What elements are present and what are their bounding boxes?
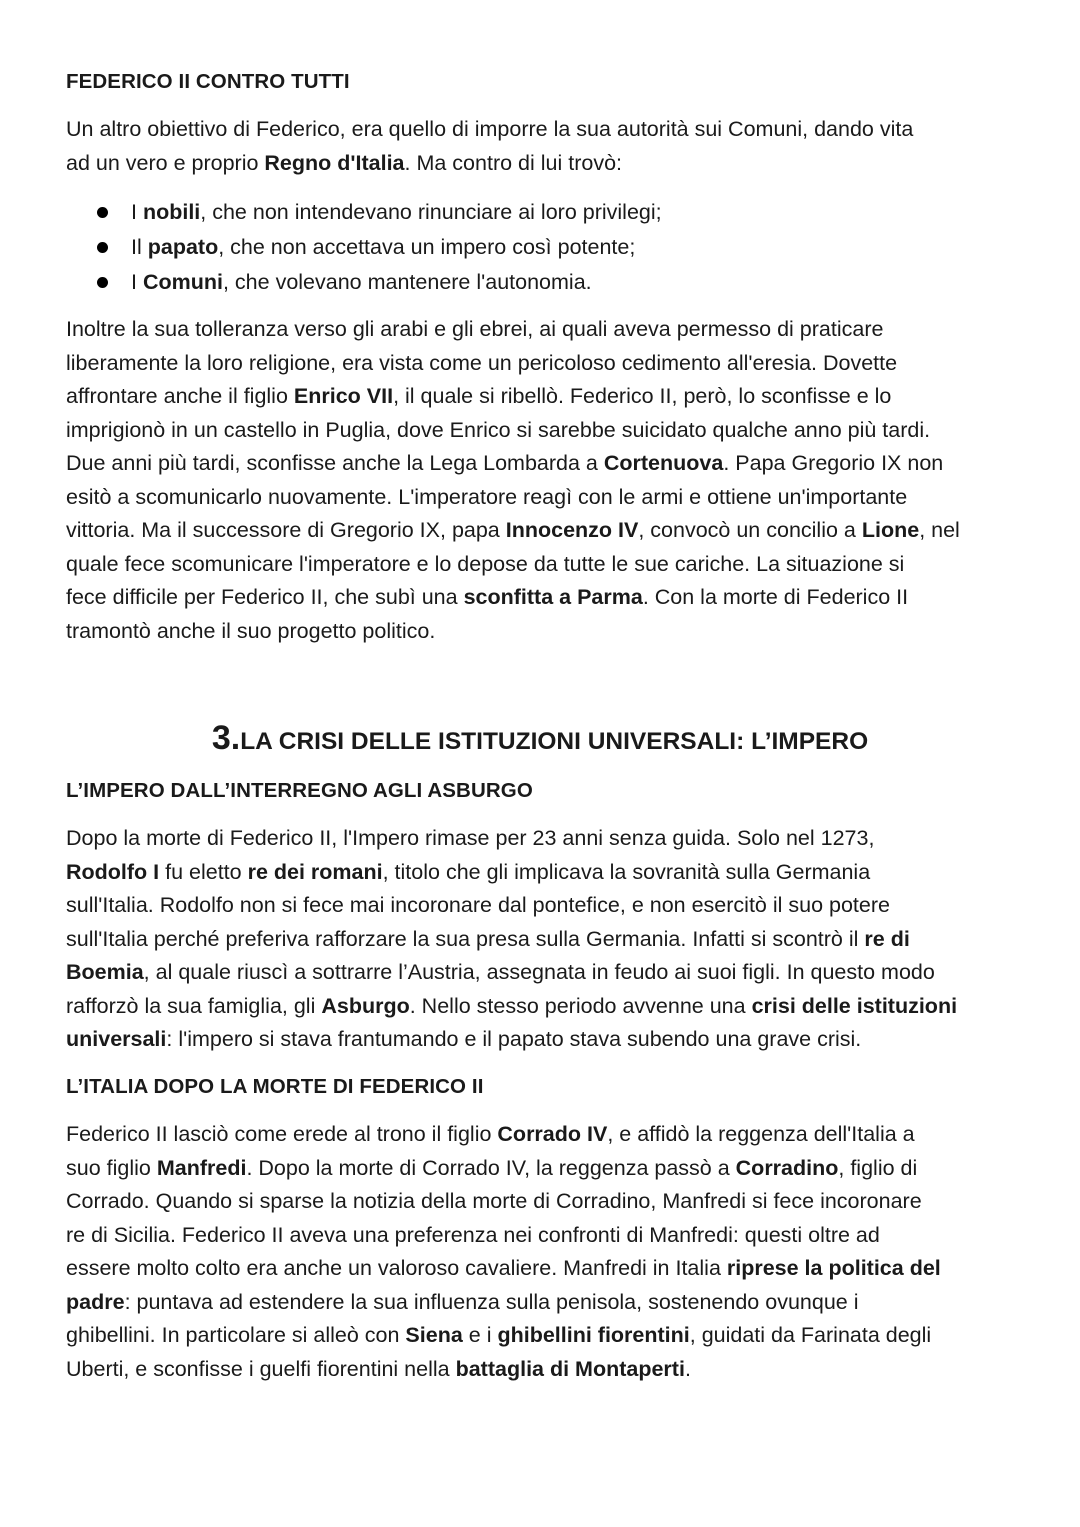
list-item: Il papato, che non accettava un impero così potente; [95,230,662,265]
heading-federico-contro-tutti: FEDERICO II CONTRO TUTTI [66,70,350,93]
bullet-icon [97,242,108,253]
italia-paragraph: Federico II lasciò come erede al trono il figlio Corrado IV, e affidò la reggenza dell'Italia a suo figlio Manfredi. Dopo la morte di Corrado IV, la reggenza passò a Corradino, figlio di Corrado. Quando si sparse la notizia della morte di Corradino, Manfredi si fece incoronare re di Sicilia. Federico II aveva una preferenza nei confronti di Manfredi: questi oltre ad essere molto colto era anche un valoroso cavaliere. Manfredi in Italia riprese la politica del padre: puntava ad estendere la sua influenza sulla penisola, sostenendo ovunque i ghibellini. In particolare si alleò con Siena e i ghibellini fiorentini, guidati da Farinata degli Uberti, e sconfisse i guelfi fiorentini nella battaglia di Montaperti. [66,1122,941,1381]
section-number: 3. [211,719,241,757]
opponents-list [95,195,662,300]
interregno-paragraph: Dopo la morte di Federico II, l'Impero rimase per 23 anni senza guida. Solo nel 1273, Rodolfo I fu eletto re dei romani, titolo che gli implicava la sovranità sulla Germania sull'Italia. Rodolfo non si fece mai incoronare dal pontefice, e non esercitò il suo potere sull'Italia perché preferiva rafforzare la sua presa sulla Germania. Infatti si scontrò il re di Boemia, al quale riuscì a sottrarre l’Austria, assegnata in feudo ai suoi figli. In questo modo rafforzò la sua famiglia, gli Asburgo. Nello stesso periodo avvenne una crisi delle istituzioni universali: l'impero si stava frantumando e il papato stava subendo una grave crisi. [66,826,958,1051]
section-title [0,719,1080,758]
list-item: I Comuni, che volevano mantenere l'autonomia. [95,265,662,300]
section-heading: LA CRISI DELLE ISTITUZIONI UNIVERSALI: L’IMPERO [240,728,869,755]
heading-italia-dopo-federico: L’ITALIA DOPO LA MORTE DI FEDERICO II [66,1075,484,1098]
heading-interregno-asburgo: L’IMPERO DALL’INTERREGNO AGLI ASBURGO [66,779,533,802]
bullet-icon [97,277,108,288]
list-item: I nobili, che non intendevano rinunciare ai loro privilegi; [95,195,662,230]
intro-paragraph: Un altro obiettivo di Federico, era quello di imporre la sua autorità sui Comuni, dando vita ad un vero e proprio Regno d'Italia. Ma contro di lui trovò: [66,117,914,175]
bullet-icon [97,207,108,218]
tolerance-paragraph: Inoltre la sua tolleranza verso gli arabi e gli ebrei, ai quali aveva permesso di praticare liberamente la loro religione, era vista come un pericoloso cedimento all'eresia. Dovette affrontare anche il figlio Enrico VII, il quale si ribellò. Federico II, però, lo sconfisse e lo imprigionò in un castello in Puglia, dove Enrico si sarebbe suicidato qualche anno più tardi. Due anni più tardi, sconfisse anche la Lega Lombarda a Cortenuova. Papa Gregorio IX non esitò a scomunicarlo nuovamente. L'imperatore reagì con le armi e ottiene un'importante vittoria. Ma il successore di Gregorio IX, papa Innocenzo IV, convocò un concilio a Lione, nel quale fece scomunicare l'imperatore e lo depose da tutte le sue cariche. La situazione si fece difficile per Federico II, che subì una sconfitta a Parma. Con la morte di Federico II tramontò anche il suo progetto politico. [66,317,960,643]
